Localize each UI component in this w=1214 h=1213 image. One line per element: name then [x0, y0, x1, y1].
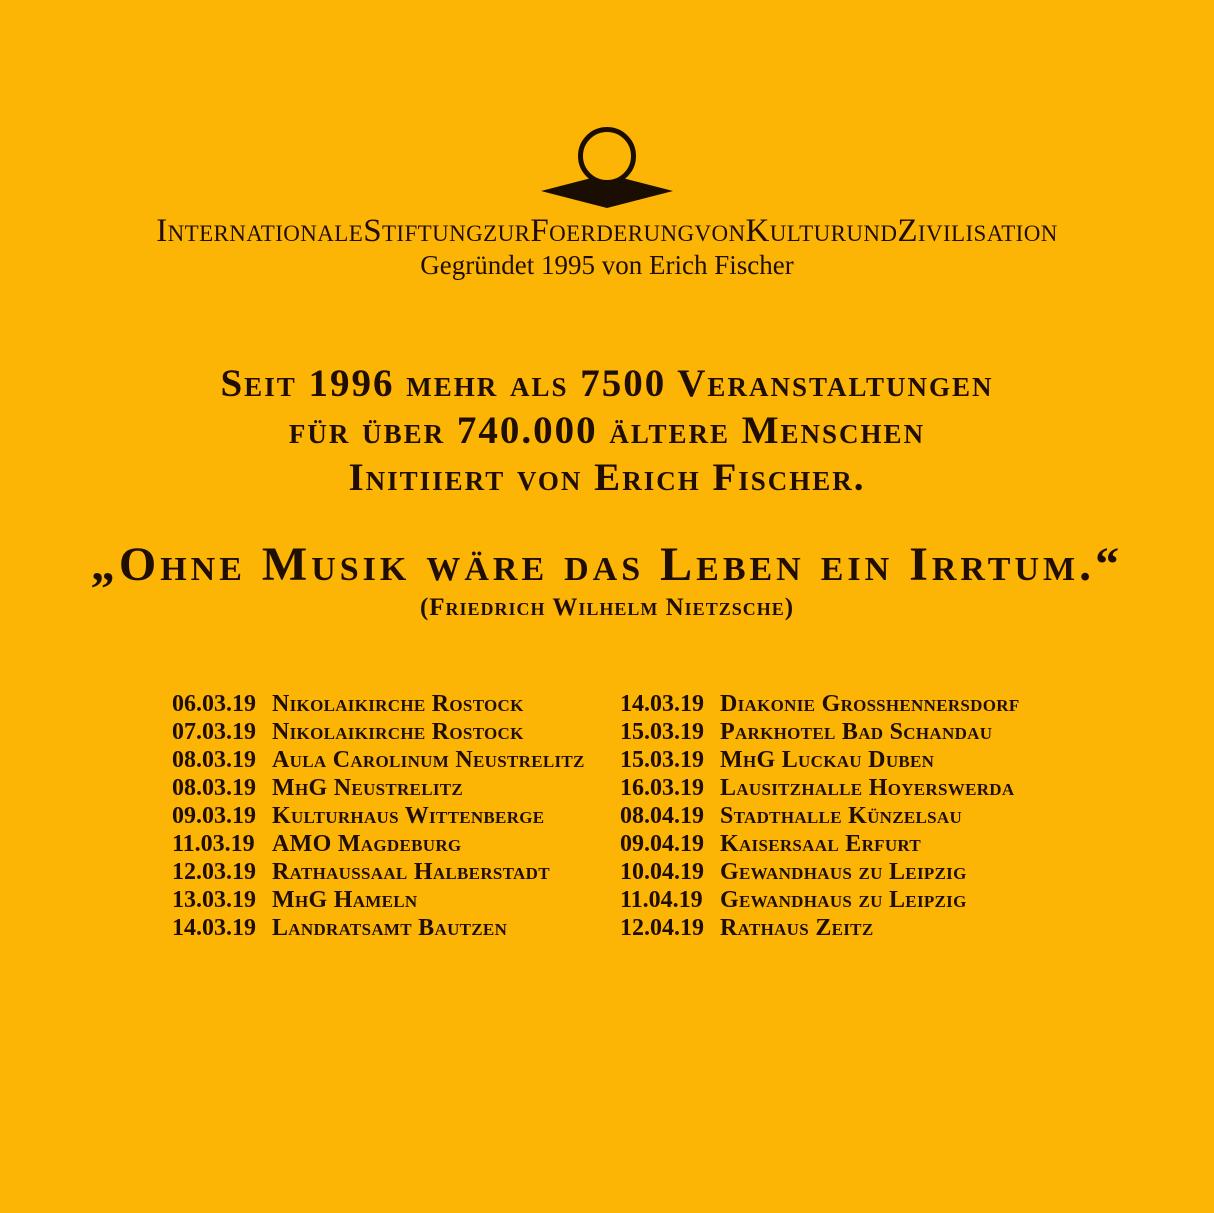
event-venue: Nikolaikirche Rostock — [272, 719, 524, 745]
event-venue: Parkhotel Bad Schandau — [720, 719, 993, 745]
event-venue: Lausitzhalle Hoyerswerda — [720, 775, 1015, 801]
organization-name: InternationaleStiftungzurFoerderungvonKulturundZivilisation — [156, 213, 1058, 249]
headline-line-1: Seit 1996 mehr als 7500 Veranstaltungen — [220, 362, 994, 405]
event-date: 12.04.19 — [620, 915, 704, 941]
headline-block — [220, 360, 993, 501]
event-date: 15.03.19 — [620, 747, 704, 773]
event-date: 12.03.19 — [172, 859, 256, 885]
event-date: 14.03.19 — [620, 691, 704, 717]
headline-line-3: Initiiert von Erich Fischer. — [348, 456, 866, 499]
events-list — [172, 690, 1042, 942]
event-venue: Nikolaikirche Rostock — [272, 691, 524, 717]
event-venue: Rathaus Zeitz — [720, 915, 874, 941]
event-venue: Gewandhaus zu Leipzig — [720, 887, 967, 913]
event-venue: Diakonie Großhennersdorf — [720, 691, 1020, 717]
event-venue: Kulturhaus Wittenberge — [272, 803, 545, 829]
event-date: 10.04.19 — [620, 859, 704, 885]
event-venue: Aula Carolinum Neustrelitz — [272, 747, 585, 773]
founded-line: Gegründet 1995 von Erich Fischer — [420, 250, 794, 280]
event-date: 08.04.19 — [620, 803, 704, 829]
quote-text: „Ohne Musik wäre das Leben ein Irrtum.“ — [90, 538, 1124, 591]
event-venue: Gewandhaus zu Leipzig — [720, 859, 967, 885]
quote-attribution: (Friedrich Wilhelm Nietzsche) — [419, 594, 795, 621]
event-date: 11.03.19 — [172, 831, 255, 857]
event-venue: Rathaussaal Halberstadt — [272, 859, 550, 885]
event-date: 08.03.19 — [172, 747, 256, 773]
event-venue: MhG Hameln — [272, 887, 418, 913]
event-venue: Landratsamt Bautzen — [272, 915, 508, 941]
event-date: 15.03.19 — [620, 719, 704, 745]
event-date: 16.03.19 — [620, 775, 704, 801]
event-date: 11.04.19 — [620, 887, 703, 913]
circle-over-diamond-icon — [536, 120, 678, 215]
event-date: 09.04.19 — [620, 831, 704, 857]
event-date: 06.03.19 — [172, 691, 256, 717]
event-date: 08.03.19 — [172, 775, 256, 801]
foundation-logo — [536, 120, 678, 220]
event-venue: AMO Magdeburg — [272, 831, 462, 857]
event-date: 09.03.19 — [172, 803, 256, 829]
headline-line-2: für über 740.000 ältere Menschen — [288, 409, 926, 452]
event-venue: MhG Neustrelitz — [272, 775, 464, 801]
event-date: 14.03.19 — [172, 915, 256, 941]
event-date: 07.03.19 — [172, 719, 256, 745]
event-venue: MhG Luckau Duben — [720, 747, 935, 773]
event-venue: Kaisersaal Erfurt — [720, 831, 922, 857]
event-venue: Stadthalle Künzelsau — [720, 803, 963, 829]
event-date: 13.03.19 — [172, 887, 256, 913]
